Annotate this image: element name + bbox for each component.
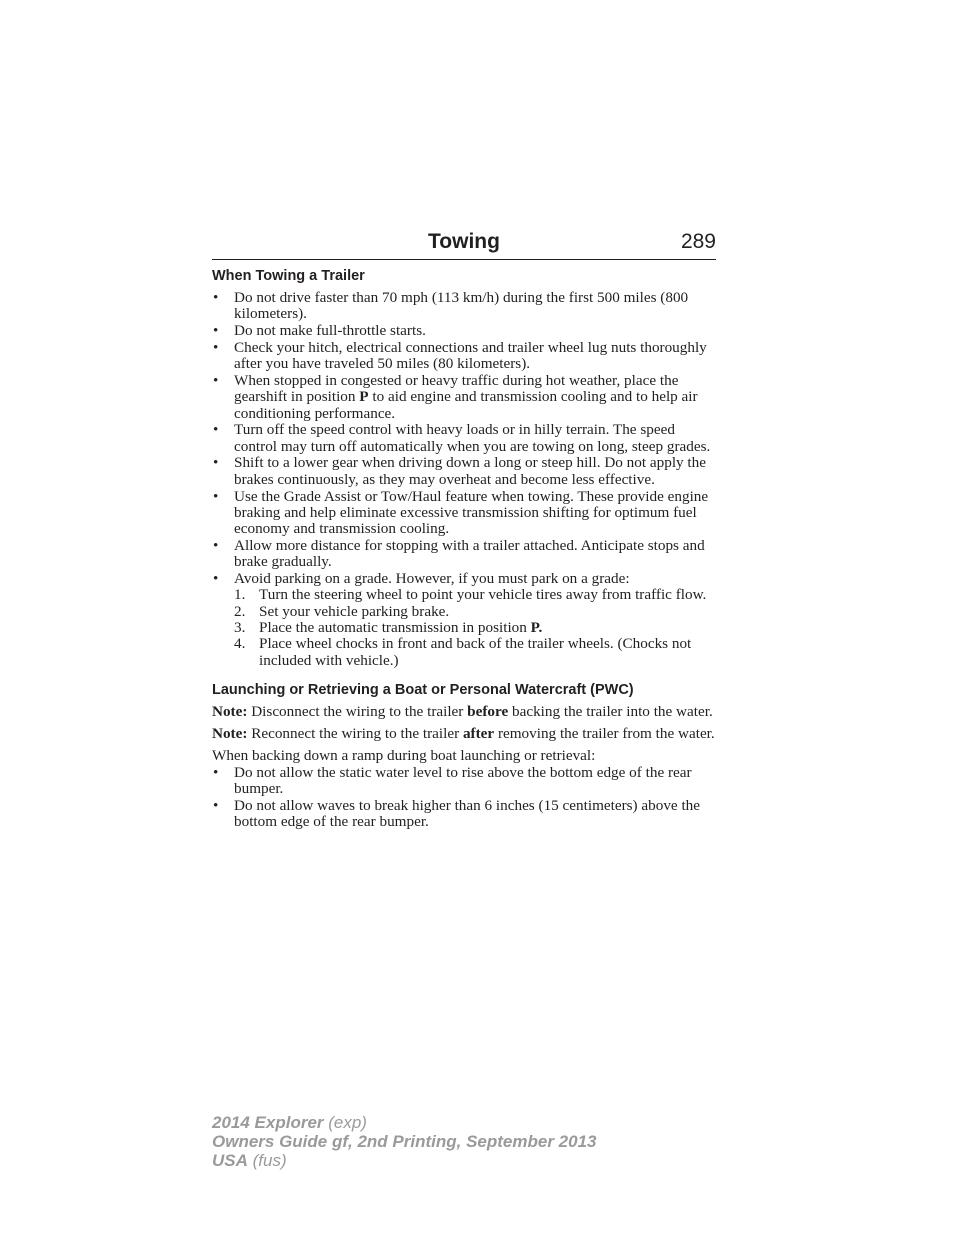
list-item: • Shift to a lower gear when driving down a long or steep hill. Do not apply the brakes continuously, as they may overheat and become less effective. bbox=[213, 454, 706, 488]
ramp-tips-list bbox=[212, 765, 716, 831]
list-item: • Allow more distance for stopping with a trailer attached. Anticipate stops and brake gradually. bbox=[213, 536, 705, 571]
page-footer bbox=[212, 1113, 596, 1170]
list-item: • Check your hitch, electrical connections and trailer wheel lug nuts thoroughly after you have traveled 50 miles (80 kilometers). bbox=[213, 338, 707, 373]
parking-steps-list bbox=[234, 587, 716, 668]
note-disconnect: Note: Disconnect the wiring to the trailer before backing the trailer into the water. bbox=[212, 702, 713, 720]
list-item: • When stopped in congested or heavy traffic during hot weather, place the gearshift in position P to aid engine and transmission cooling and to help air conditioning performance. bbox=[213, 371, 698, 422]
list-item: • Do not allow waves to break higher than 6 inches (15 centimeters) above the bottom edge of the rear bumper. bbox=[213, 796, 701, 831]
towing-tips-list bbox=[212, 290, 716, 669]
step-item: 4. Place wheel chocks in front and back of the trailer wheels. (Chocks not included with vehicle.) bbox=[234, 635, 692, 669]
step-number: 1. bbox=[234, 586, 246, 604]
section-heading-boat-launching: Launching or Retrieving a Boat or Personal Watercraft (PWC) bbox=[212, 681, 634, 698]
bullet-icon: • bbox=[213, 371, 219, 389]
step-number: 2. bbox=[234, 602, 246, 620]
step-number: 3. bbox=[234, 618, 246, 636]
list-item: • Avoid parking on a grade. However, if you must park on a grade: 1. Turn the steering wheel to point your vehicle tires away from traffic flow. 2. Set your vehicle parking brake. 3. Place the automatic transmission in position P. 4. Place wheel chocks in front and back of the trailer wheels. (Chocks not included with vehicle.) bbox=[212, 571, 716, 669]
bullet-icon: • bbox=[213, 487, 219, 505]
footer-guide-line: Owners Guide gf, 2nd Printing, September 2013 bbox=[212, 1132, 597, 1151]
list-item: • Use the Grade Assist or Tow/Haul feature when towing. These provide engine braking and help eliminate excessive transmission shifting for optimum fuel economy and transmission cooling. bbox=[213, 487, 709, 538]
footer-model-line: 2014 Explorer (exp) bbox=[212, 1113, 367, 1132]
bullet-icon: • bbox=[213, 796, 219, 814]
step-item: 2. Set your vehicle parking brake. bbox=[234, 602, 450, 620]
list-item: • Turn off the speed control with heavy loads or in hilly terrain. The speed control may turn off automatically when you are towing on long, steep grades. bbox=[213, 421, 711, 455]
page-content bbox=[212, 267, 716, 831]
bullet-icon: • bbox=[213, 322, 219, 340]
bullet-icon: • bbox=[213, 536, 219, 554]
bullet-icon: • bbox=[213, 454, 219, 472]
bullet-icon: • bbox=[213, 421, 219, 439]
footer-region-line: USA (fus) bbox=[212, 1151, 287, 1170]
bullet-icon: • bbox=[213, 763, 219, 781]
section-heading-towing-trailer: When Towing a Trailer bbox=[212, 268, 365, 284]
bullet-icon: • bbox=[213, 289, 219, 306]
page-number: 289 bbox=[680, 230, 716, 253]
note-reconnect: Note: Reconnect the wiring to the trailer after removing the trailer from the water. bbox=[212, 725, 715, 743]
step-item: 3. Place the automatic transmission in position P. bbox=[234, 618, 543, 636]
bullet-icon: • bbox=[213, 338, 219, 356]
list-item: • Do not make full-throttle starts. bbox=[213, 322, 426, 340]
step-number: 4. bbox=[234, 635, 246, 653]
bullet-icon: • bbox=[213, 570, 219, 588]
ramp-intro: When backing down a ramp during boat launching or retrieval: bbox=[212, 747, 596, 765]
list-item: • Do not drive faster than 70 mph (113 km/h) during the first 500 miles (800 kilometers). bbox=[213, 289, 689, 323]
chapter-title: Towing bbox=[428, 230, 500, 253]
list-item: • Do not allow the static water level to rise above the bottom edge of the rear bumper. bbox=[213, 763, 692, 798]
page-header bbox=[212, 228, 716, 260]
step-item: 1. Turn the steering wheel to point your vehicle tires away from traffic flow. bbox=[234, 586, 707, 604]
